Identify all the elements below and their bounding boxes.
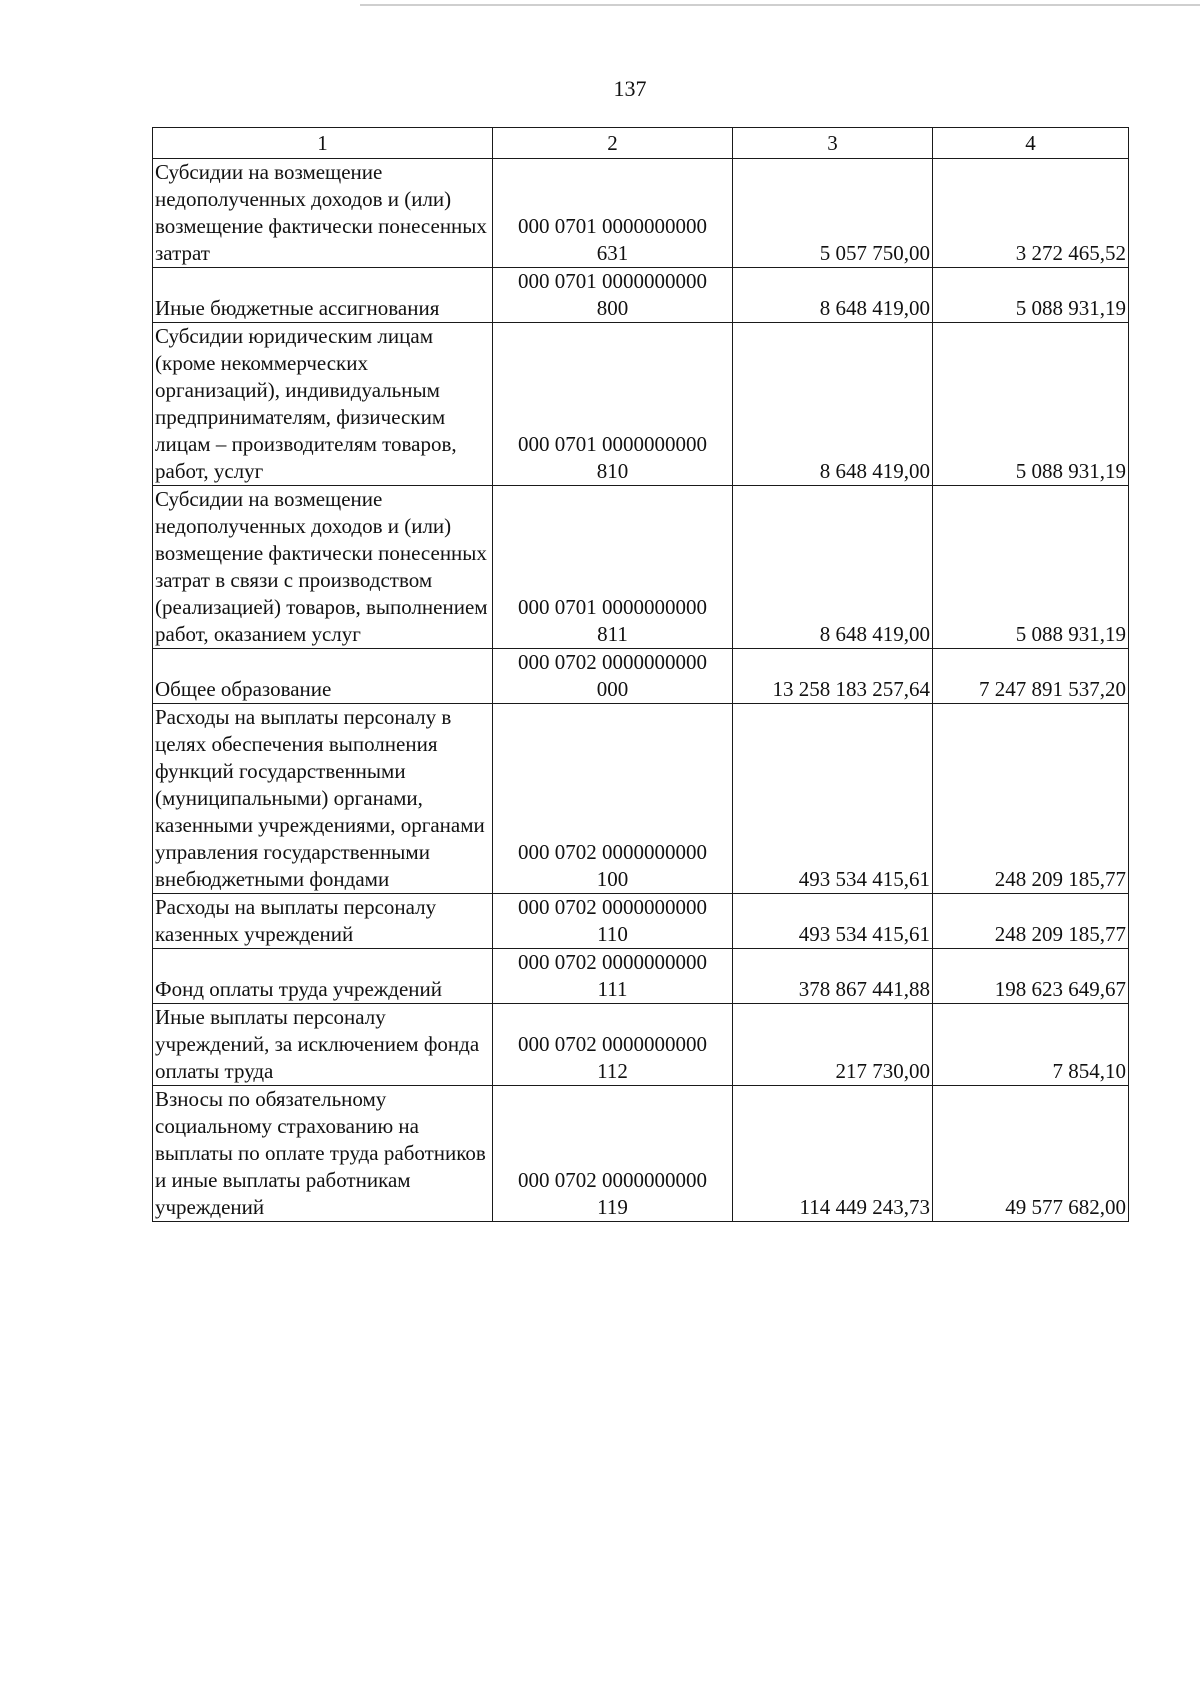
code-line1: 000 0702 0000000000 <box>518 1032 707 1056</box>
row-col3: 493 534 415,61 <box>733 704 933 894</box>
code-line2: 810 <box>596 459 629 483</box>
column-header-1: 1 <box>153 128 493 159</box>
row-col3: 8 648 419,00 <box>733 486 933 649</box>
row-name: Иные выплаты персоналу учреждений, за исключением фонда оплаты труда <box>153 1004 493 1086</box>
row-name: Расходы на выплаты персоналу казенных учреждений <box>153 894 493 949</box>
row-col3: 8 648 419,00 <box>733 268 933 323</box>
column-header-4: 4 <box>933 128 1129 159</box>
table-row <box>153 1004 1129 1086</box>
code-line1: 000 0701 0000000000 <box>518 269 707 293</box>
table-row <box>153 949 1129 1004</box>
scan-top-rule <box>360 4 1200 6</box>
row-col3: 493 534 415,61 <box>733 894 933 949</box>
code-line1: 000 0701 0000000000 <box>518 214 707 238</box>
code-line2: 811 <box>597 622 628 646</box>
table-row <box>153 159 1129 268</box>
row-col3: 8 648 419,00 <box>733 323 933 486</box>
code-line2: 631 <box>596 241 629 265</box>
table-row <box>153 486 1129 649</box>
table-row <box>153 704 1129 894</box>
table-row <box>153 649 1129 704</box>
table-row <box>153 894 1129 949</box>
row-col4: 5 088 931,19 <box>933 486 1129 649</box>
row-col3: 217 730,00 <box>733 1004 933 1086</box>
row-name: Взносы по обязательному социальному страхованию на выплаты по оплате труда работников и иные выплаты работникам учреждений <box>153 1086 493 1222</box>
budget-table <box>152 127 1129 1222</box>
row-col4: 248 209 185,77 <box>933 704 1129 894</box>
row-col3: 5 057 750,00 <box>733 159 933 268</box>
code-line2: 800 <box>596 296 629 320</box>
row-name: Иные бюджетные ассигнования <box>153 268 493 323</box>
row-code <box>493 159 733 268</box>
row-col4: 248 209 185,77 <box>933 894 1129 949</box>
column-header-2: 2 <box>493 128 733 159</box>
table-row <box>153 323 1129 486</box>
row-code <box>493 649 733 704</box>
code-line1: 000 0702 0000000000 <box>518 1168 707 1192</box>
row-name: Субсидии юридическим лицам (кроме некоммерческих организаций), индивидуальным предпринимателям, физическим лицам – производителям товаров, работ, услуг <box>153 323 493 486</box>
code-line1: 000 0702 0000000000 <box>518 950 707 974</box>
row-code <box>493 323 733 486</box>
row-name: Общее образование <box>153 649 493 704</box>
row-code <box>493 894 733 949</box>
row-name: Субсидии на возмещение недополученных доходов и (или) возмещение фактически понесенных затрат в связи с производством (реализацией) товаров, выполнением работ, оказанием услуг <box>153 486 493 649</box>
row-code <box>493 1004 733 1086</box>
row-code <box>493 1086 733 1222</box>
page-number: 137 <box>613 76 647 101</box>
code-line2: 000 <box>596 677 629 701</box>
code-line2: 110 <box>597 922 628 946</box>
row-col4: 5 088 931,19 <box>933 268 1129 323</box>
code-line1: 000 0701 0000000000 <box>518 595 707 619</box>
row-col4: 5 088 931,19 <box>933 323 1129 486</box>
row-name: Субсидии на возмещение недополученных доходов и (или) возмещение фактически понесенных затрат <box>153 159 493 268</box>
row-col4: 3 272 465,52 <box>933 159 1129 268</box>
row-col3: 114 449 243,73 <box>733 1086 933 1222</box>
row-col4: 49 577 682,00 <box>933 1086 1129 1222</box>
code-line2: 112 <box>597 1059 628 1083</box>
code-line2: 119 <box>597 1195 628 1219</box>
row-code <box>493 486 733 649</box>
code-line1: 000 0702 0000000000 <box>518 840 707 864</box>
column-header-3: 3 <box>733 128 933 159</box>
row-code <box>493 949 733 1004</box>
row-col4: 198 623 649,67 <box>933 949 1129 1004</box>
code-line2: 111 <box>597 977 628 1001</box>
row-col4: 7 854,10 <box>933 1004 1129 1086</box>
code-line2: 100 <box>596 867 629 891</box>
row-name: Фонд оплаты труда учреждений <box>153 949 493 1004</box>
code-line1: 000 0701 0000000000 <box>518 432 707 456</box>
row-col3: 378 867 441,88 <box>733 949 933 1004</box>
row-name: Расходы на выплаты персоналу в целях обеспечения выполнения функций государственными (муниципальными) органами, казенными учреждениями, органами управления государственными внебюджетными фондами <box>153 704 493 894</box>
row-code <box>493 704 733 894</box>
table-row <box>153 268 1129 323</box>
code-line1: 000 0702 0000000000 <box>518 895 707 919</box>
table-row <box>153 1086 1129 1222</box>
row-col4: 7 247 891 537,20 <box>933 649 1129 704</box>
code-line1: 000 0702 0000000000 <box>518 650 707 674</box>
header-row <box>153 128 1129 159</box>
row-code <box>493 268 733 323</box>
row-col3: 13 258 183 257,64 <box>733 649 933 704</box>
